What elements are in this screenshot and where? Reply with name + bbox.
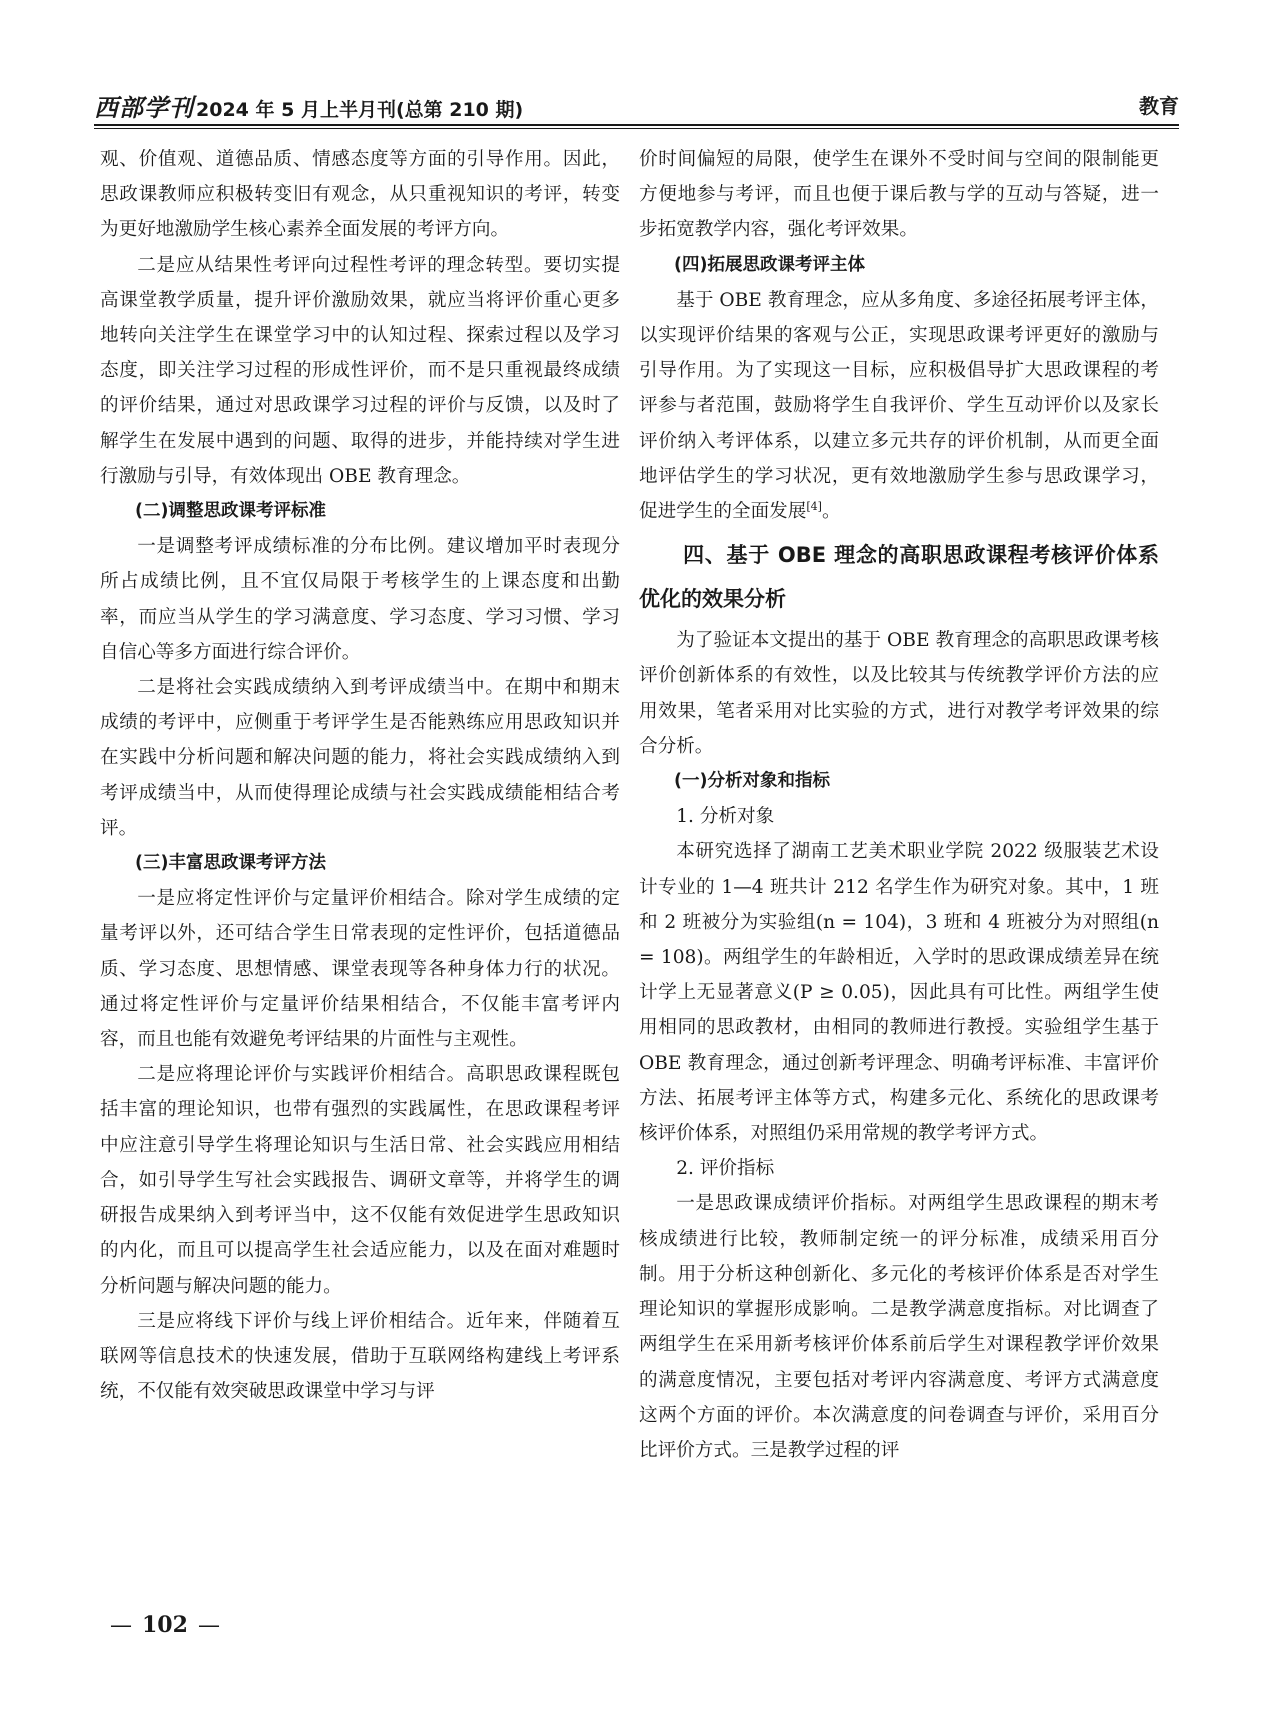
paragraph [100,142,620,248]
header-rule-thin [94,128,1179,129]
left-column [100,142,620,1409]
subsection-heading [639,248,1159,283]
text: 一是应将定性评价与定量评价相结合。除对学生成绩的定量考评以外，还可结合学生日常表现的定性评价，包括道德品质、学习态度、思想情感、课堂表现等各种身体力行的状况。通过将定性评价与定量评价结果相结合，不仅能丰富考评内容，而且也能有效避免考评结果的片面性与主观性。 [100,888,620,1051]
paragraph [639,834,1159,1151]
footer-dash-left: — [110,1613,132,1638]
subsection-heading [100,494,620,529]
section-name: 教育 [1139,94,1179,118]
citation-ref: [4] [806,499,822,513]
paragraph [100,529,620,670]
text: 四、基于 OBE 理念的高职思政课程考核评价体系优化的效果分析 [639,543,1159,612]
subsection-heading [639,764,1159,799]
text: 二是应将理论评价与实践评价相结合。高职思政课程既包括丰富的理论知识，也带有强烈的实践属性，在思政课程考评中应注意引导学生将理论知识与生活日常、社会实践应用相结合，如引导学生写社会实践报告、调研文章等，并将学生的调研报告成果纳入到考评当中，这不仅能有效促进学生思政知识的内化，而且可以提高学生社会适应能力，以及在面对难题时分析问题与解决问题的能力。 [100,1064,620,1297]
text: 三是应将线下评价与线上评价相结合。近年来，伴随着互联网等信息技术的快速发展，借助于互联网络构建线上考评系统，不仅能有效突破思政课堂中学习与评 [100,1310,620,1403]
right-column [639,142,1159,1468]
paragraph [639,623,1159,764]
subsection-heading [100,846,620,881]
paragraph [639,283,1159,529]
paragraph [639,1186,1159,1468]
text: 基于 OBE 教育理念，应从多角度、多途径拓展考评主体，以实现评价结果的客观与公正，实现思政课考评更好的激励与引导作用。为了实现这一目标，应积极倡导扩大思政课程的考评参与者范围，鼓励将学生自我评价、学生互动评价以及家长评价纳入考评体系，以建立多元共存的评价机制，从而更全面地评估学生的学习状况，更有效地激励学生参与思政课学习，促进学生的全面发展 [639,289,1159,523]
text: (一)分析对象和指标 [674,771,830,792]
footer-dash-right: — [197,1613,220,1638]
paragraph [100,1057,620,1303]
text: (三)丰富思政课考评方法 [135,853,326,874]
text: 2. 评价指标 [676,1158,775,1180]
text: 本研究选择了湖南工艺美术职业学院 2022 级服装艺术设计专业的 1—4 班共计 212 名学生作为研究对象。其中，1 班和 2 班被分为实验组(n = 104)，3 班和 4 班被分为对照组(n = 108)。两组学生的年龄相近，入学时的思政课成绩差异在统计学上无显著意义(P ≥ 0.05)，因此具有可比性。两组学生使用相同的思政教材，由相同的教师进行教授。实验组学生基于 OBE 教育理念，通过创新考评理念、明确考评标准、丰富评价方法、拓展考评主体等方式，构建多元化、系统化的思政课考核评价体系，对照组仍采用常规的教学考评方式。 [639,841,1159,1145]
text: 。 [821,501,841,523]
paragraph [100,670,620,846]
text: 二是应从结果性考评向过程性考评的理念转型。要切实提高课堂教学质量，提升评价激励效果，就应当将评价重心更多地转向关注学生在课堂学习中的认知过程、探索过程以及学习态度，即关注学习过程的形成性评价，而不是只重视最终成绩的评价结果，通过对思政课学习过程的评价与反馈，以及时了解学生在发展中遇到的问题、取得的进步，并能持续对学生进行激励与引导，有效体现出 OBE 教育理念。 [100,254,620,487]
paragraph [639,142,1159,248]
text: 价时间偏短的局限，使学生在课外不受时间与空间的限制能更方便地参与考评，而且也便于课后教与学的互动与答疑，进一步拓宽教学内容，强化考评效果。 [639,149,1159,241]
text: 二是将社会实践成绩纳入到考评成绩当中。在期中和期末成绩的考评中，应侧重于考评学生是否能熟练应用思政知识并在实践中分析问题和解决问题的能力，将社会实践成绩纳入到考评成绩当中，从而使得理论成绩与社会实践成绩能相结合考评。 [100,677,620,839]
text: 1. 分析对象 [676,806,775,828]
running-header [94,86,1179,126]
text: 一是调整考评成绩标准的分布比例。建议增加平时表现分所占成绩比例，且不宜仅局限于考核学生的上课态度和出勤率，而应当从学生的学习满意度、学习态度、学习习惯、学习自信心等多方面进行综合评价。 [100,536,620,663]
text: (四)拓展思政课考评主体 [674,254,865,275]
paragraph [639,799,1159,834]
paragraph [100,1304,620,1410]
paragraph [100,248,620,494]
text: 为了验证本文提出的基于 OBE 教育理念的高职思政课考核评价创新体系的有效性，以及比较其与传统教学评价方法的应用效果，笔者采用对比实验的方式，进行对教学考评效果的综合分析。 [639,630,1159,757]
text: 观、价值观、道德品质、情感态度等方面的引导作用。因此，思政课教师应积极转变旧有观念，从只重视知识的考评，转变为更好地激励学生核心素养全面发展的考评方向。 [100,149,620,241]
text: 一是思政课成绩评价指标。对两组学生思政课程的期末考核成绩进行比较，教师制定统一的评分标准，成绩采用百分制。用于分析这种创新化、多元化的考核评价体系是否对学生理论知识的掌握形成影响。二是教学满意度指标。对比调查了两组学生在采用新考核评价体系前后学生对课程教学评价效果的满意度情况，主要包括对考评内容满意度、考评方式满意度这两个方面的评价。本次满意度的问卷调查与评价，采用百分比评价方式。三是教学过程的评 [639,1193,1159,1461]
page-footer [100,1612,230,1638]
paragraph [639,1151,1159,1186]
paragraph [100,881,620,1057]
journal-issue [94,88,523,123]
header-rule [94,124,1179,126]
page-number: 102 [142,1612,188,1638]
issue-info: 2024 年 5 月上半月刊(总第 210 期) [196,99,524,121]
section-heading [639,533,1159,621]
journal-logo: 西部学刊 [94,93,194,122]
text: (二)调整思政课考评标准 [135,501,326,522]
